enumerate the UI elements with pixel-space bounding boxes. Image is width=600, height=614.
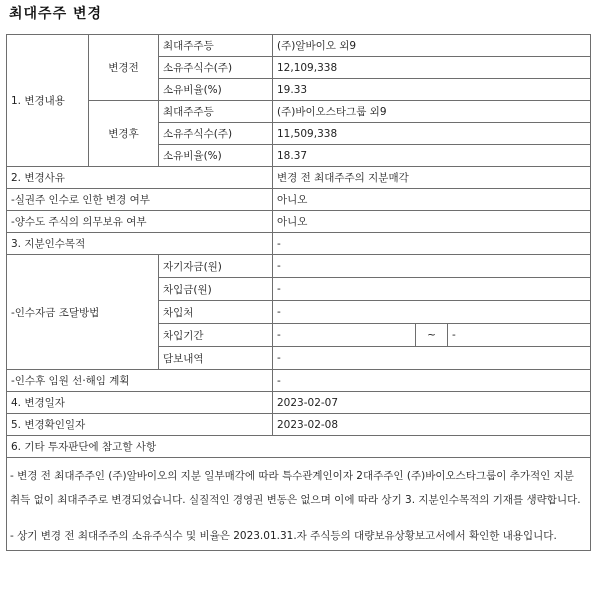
field-value: 19.33	[273, 79, 591, 101]
change-date-value: 2023-02-07	[273, 392, 591, 414]
table-row	[7, 189, 591, 211]
disclosure-table	[6, 34, 591, 551]
lockup-label: -양수도 주식의 의무보유 여부	[7, 211, 273, 233]
field-value: -	[273, 255, 591, 278]
field-value: (주)알바이오 외9	[273, 35, 591, 57]
period-from: -	[273, 324, 416, 347]
field-value: (주)바이오스타그룹 외9	[273, 101, 591, 123]
change-date-label: 4. 변경일자	[7, 392, 273, 414]
purpose-label: 3. 지분인수목적	[7, 233, 273, 255]
field-label: 최대주주등	[159, 101, 273, 123]
field-value: 11,509,338	[273, 123, 591, 145]
field-value: 18.37	[273, 145, 591, 167]
field-label: 담보내역	[159, 347, 273, 370]
purpose-value: -	[273, 233, 591, 255]
table-row	[7, 414, 591, 436]
page-title: 최대주주 변경	[9, 6, 103, 22]
field-label: 소유주식수(주)	[159, 123, 273, 145]
field-label: 소유주식수(주)	[159, 57, 273, 79]
note-paragraph: - 상기 변경 전 최대주주의 소유주식수 및 비율은 2023.01.31.자 주식등의 대량보유상황보고서에서 확인한 내용입니다.	[10, 530, 557, 542]
confirm-date-value: 2023-02-08	[273, 414, 591, 436]
exercise-value: 아니오	[273, 189, 591, 211]
field-value: -	[273, 278, 591, 301]
field-label: 차입처	[159, 301, 273, 324]
confirm-date-label: 5. 변경확인일자	[7, 414, 273, 436]
other-notes	[7, 458, 591, 551]
before-label: 변경전	[89, 35, 159, 101]
table-row	[7, 167, 591, 189]
field-value: -	[273, 347, 591, 370]
field-label: 차입금(원)	[159, 278, 273, 301]
field-label: 자기자금(원)	[159, 255, 273, 278]
table-row	[7, 436, 591, 458]
field-value: -	[273, 301, 591, 324]
lockup-value: 아니오	[273, 211, 591, 233]
table-row	[7, 370, 591, 392]
change-content-label: 1. 변경내용	[7, 35, 89, 167]
after-label: 변경후	[89, 101, 159, 167]
period-to: -	[448, 324, 591, 347]
reason-value: 변경 전 최대주주의 지분매각	[273, 167, 591, 189]
table-row	[7, 35, 591, 57]
funding-label: -인수자금 조달방법	[7, 255, 159, 370]
field-label: 소유비율(%)	[159, 79, 273, 101]
table-row	[7, 255, 591, 278]
exercise-label: -실권주 인수로 인한 변경 여부	[7, 189, 273, 211]
field-label: 소유비율(%)	[159, 145, 273, 167]
field-label: 차입기간	[159, 324, 273, 347]
period-separator: ~	[416, 324, 448, 347]
field-value: 12,109,338	[273, 57, 591, 79]
other-label: 6. 기타 투자판단에 참고할 사항	[7, 436, 591, 458]
officers-label: -인수후 임원 선·해임 계획	[7, 370, 273, 392]
field-label: 최대주주등	[159, 35, 273, 57]
reason-label: 2. 변경사유	[7, 167, 273, 189]
table-row	[7, 458, 591, 551]
table-row	[7, 101, 591, 123]
table-row	[7, 233, 591, 255]
table-row	[7, 211, 591, 233]
table-row	[7, 392, 591, 414]
officers-value: -	[273, 370, 591, 392]
note-paragraph: - 변경 전 최대주주인 (주)알바이오의 지분 일부매각에 따라 특수관계인이자 2대주주인 (주)바이오스타그룹이 추가적인 지분 취득 없이 최대주주로 변경되었습니다. 실질적인 경영권 변동은 없으며 이에 따라 상기 3. 지분인수목적의 기재를 생략합니다.	[10, 470, 581, 506]
